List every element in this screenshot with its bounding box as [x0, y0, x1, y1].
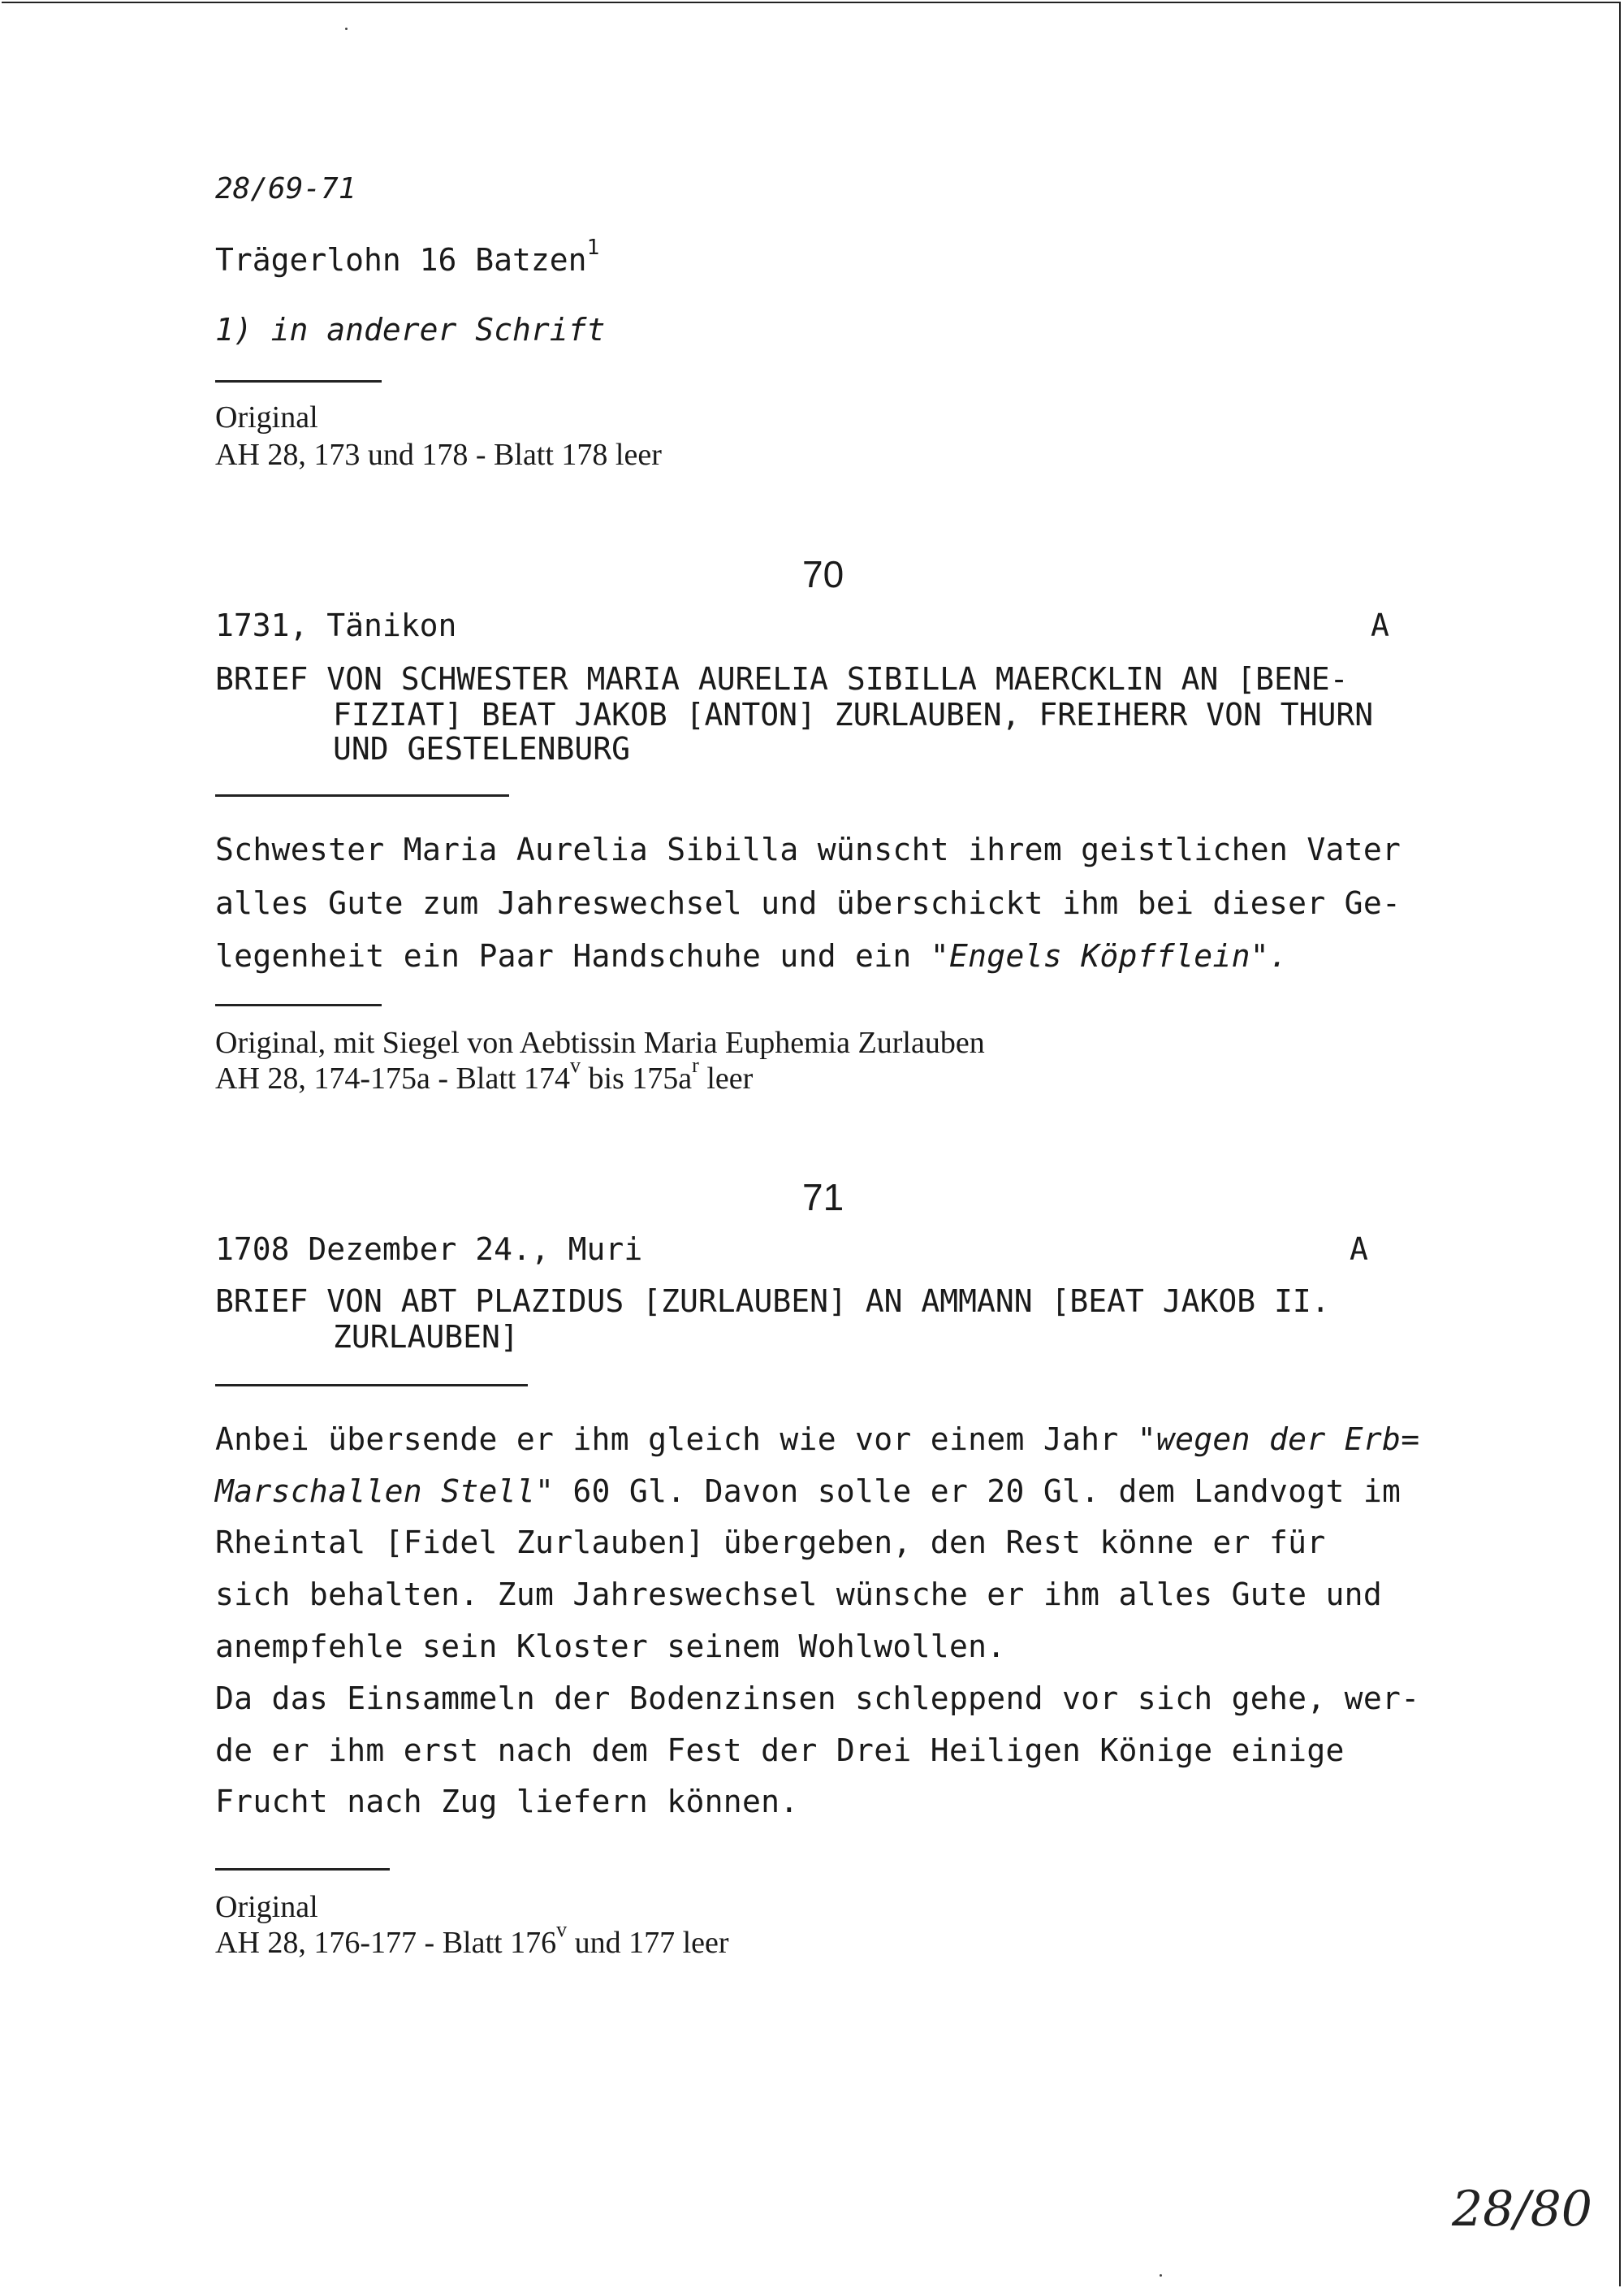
carrier-fee-text: Trägerlohn 16 Batzen	[215, 242, 587, 278]
divider	[215, 1384, 528, 1386]
handwritten-page-mark: 28/80	[1452, 2181, 1592, 2238]
doc70-source-ref: AH 28, 174-175a - Blatt 174	[215, 1062, 570, 1096]
divider	[215, 1868, 390, 1871]
doc70-summary-line-3	[215, 938, 1288, 974]
doc70-title-line-1: BRIEF VON SCHWESTER MARIA AURELIA SIBILLA MAERCKLIN AN [BENE-	[215, 661, 1349, 697]
doc71-quote-start: "wegen der Erb=	[1137, 1421, 1420, 1457]
divider	[215, 1004, 382, 1006]
doc70-source-line-1: Original, mit Siegel von Aebtissin Maria Euphemia Zurlauben	[215, 1026, 985, 1060]
doc71-summary-line-2	[215, 1473, 1401, 1509]
doc71-type: A	[1350, 1231, 1368, 1267]
doc71-date-place: 1708 Dezember 24., Muri	[215, 1231, 643, 1267]
source-line-2: AH 28, 173 und 178 - Blatt 178 leer	[215, 438, 662, 472]
source-line-1: Original	[215, 400, 318, 435]
verso-marker: v	[556, 1918, 568, 1942]
doc70-date-place: 1731, Tänikon	[215, 608, 457, 643]
doc71-title-line-1: BRIEF VON ABT PLAZIDUS [ZURLAUBEN] AN AMMANN [BEAT JAKOB II.	[215, 1283, 1330, 1319]
doc70-type: A	[1371, 608, 1389, 643]
scan-speck	[1160, 2274, 1162, 2277]
divider	[215, 380, 382, 383]
doc71-quote-end: Marschallen Stell"	[215, 1473, 555, 1509]
doc71-source-line-2	[215, 1918, 729, 1961]
doc70-quoted-item: "Engels Köpfflein".	[930, 938, 1289, 974]
doc71-summary-line-5: anempfehle sein Kloster seinem Wohlwollen.	[215, 1628, 1006, 1664]
doc71-title-line-2: ZURLAUBEN]	[333, 1319, 519, 1355]
footnote-marker: 1	[586, 236, 600, 261]
doc70-title-line-2: FIZIAT] BEAT JAKOB [ANTON] ZURLAUBEN, FREIHERR VON THURN	[333, 697, 1374, 733]
doc70-title-line-3: UND GESTELENBURG	[333, 731, 631, 767]
doc70-summary-line-3-text: legenheit ein Paar Handschuhe und ein	[215, 938, 931, 974]
scan-speck	[345, 28, 348, 30]
verso-marker: v	[569, 1053, 581, 1078]
doc71-summary-line-6: Da das Einsammeln der Bodenzinsen schleppend vor sich gehe, wer-	[215, 1680, 1420, 1716]
doc71-summary-line-2-text: 60 Gl. Davon solle er 20 Gl. dem Landvogt im	[554, 1473, 1402, 1509]
doc71-summary-line-3: Rheintal [Fidel Zurlauben] übergeben, den Rest könne er für	[215, 1525, 1326, 1560]
doc71-summary-line-4: sich behalten. Zum Jahreswechsel wünsche er ihm alles Gute und	[215, 1577, 1383, 1612]
doc71-source-line-1: Original	[215, 1890, 318, 1924]
doc71-summary-line-8: Frucht nach Zug liefern können.	[215, 1784, 799, 1819]
doc71-summary-line-7: de er ihm erst nach dem Fest der Drei Heiligen Könige einige	[215, 1732, 1345, 1768]
divider	[215, 794, 509, 797]
doc71-source-ref-2: und 177 leer	[567, 1926, 729, 1960]
carrier-fee-line	[215, 236, 600, 278]
doc70-summary-line-2: alles Gute zum Jahreswechsel und überschickt ihm bei dieser Ge-	[215, 885, 1402, 921]
doc71-source-ref: AH 28, 176-177 - Blatt 176	[215, 1926, 557, 1960]
doc70-source-ref-3: leer	[698, 1062, 754, 1096]
reference-number: 28/69-71	[215, 172, 356, 205]
footnote-text: 1) in anderer Schrift	[215, 312, 606, 348]
recto-marker: r	[692, 1053, 699, 1078]
doc71-summary-line-1-text: Anbei übersende er ihm gleich wie vor einem Jahr	[215, 1421, 1138, 1457]
doc70-source-ref-2: bis 175a	[580, 1062, 693, 1096]
document-number-70: 70	[802, 553, 844, 595]
doc71-summary-line-1	[215, 1421, 1419, 1457]
doc70-source-line-2	[215, 1053, 754, 1096]
doc70-summary-line-1: Schwester Maria Aurelia Sibilla wünscht ihrem geistlichen Vater	[215, 832, 1402, 867]
document-number-71: 71	[802, 1176, 844, 1218]
